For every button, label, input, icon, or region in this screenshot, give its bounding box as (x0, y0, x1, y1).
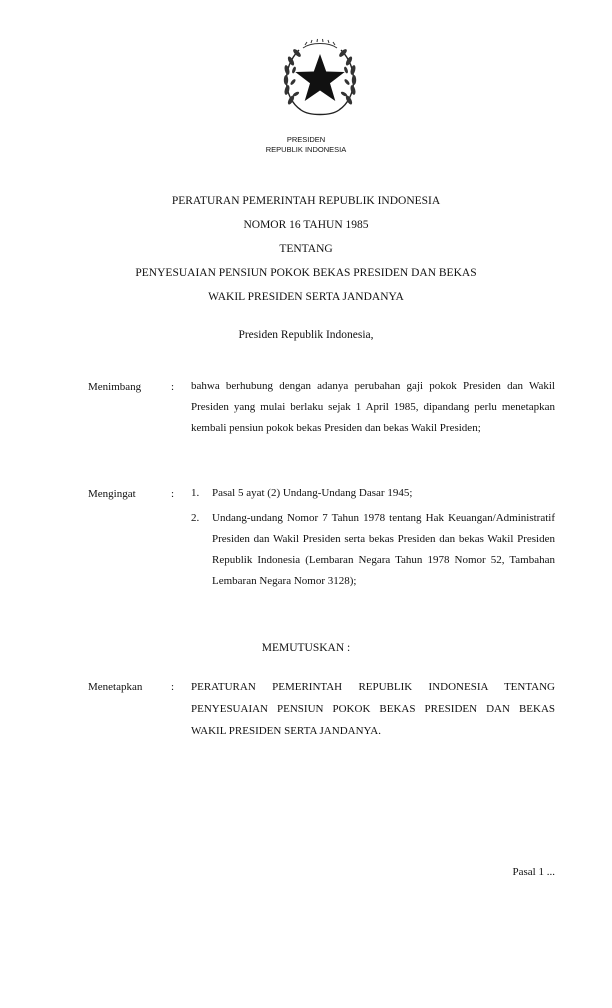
menetapkan-colon: : (171, 681, 175, 693)
title-line: PENYESUAIAN PENSIUN POKOK BEKAS PRESIDEN DAN BEKAS (135, 267, 477, 279)
menetapkan-text: PERATURAN PEMERINTAH REPUBLIK INDONESIA TENTANG PENYESUAIAN PENSIUN POKOK BEKAS PRESIDEN DAN BEKAS WAKIL PRESIDEN SERTA JANDANYA. (191, 681, 555, 737)
decision-heading: MEMUTUSKAN : (261, 642, 351, 654)
mengingat-colon: : (171, 488, 175, 500)
office-subtitle: REPUBLIK INDONESIA (265, 145, 347, 154)
menetapkan-label: Menetapkan (88, 681, 143, 693)
garuda-star-emblem-icon (279, 38, 361, 118)
regulation-title (0, 189, 612, 309)
mengingat-label: Mengingat (88, 488, 136, 500)
title-line: WAKIL PRESIDEN SERTA JANDANYA (208, 291, 404, 303)
greeting: Presiden Republik Indonesia, (238, 329, 374, 341)
menimbang-label: Menimbang (88, 381, 142, 393)
menimbang-colon: : (171, 381, 175, 393)
title-line: NOMOR 16 TAHUN 1985 (243, 219, 369, 231)
menimbang-text: bahwa berhubung dengan adanya perubahan gaji pokok Presiden dan Wakil Presiden yang mulai berlaku sejak 1 April 1985, dipandang perlu menetapkan kembali pensiun pokok bekas Presiden dan bekas Wakil Presiden; (191, 380, 555, 434)
list-item (191, 483, 555, 504)
title-line: TENTANG (279, 243, 333, 255)
title-line: PERATURAN PEMERINTAH REPUBLIK INDONESIA (171, 195, 441, 207)
list-item-text: Pasal 5 ayat (2) Undang-Undang Dasar 1945; (212, 487, 413, 499)
list-item-number: 1. (191, 487, 200, 499)
list-item-text: Undang-undang Nomor 7 Tahun 1978 tentang Hak Keuangan/Administratif Presiden dan Wakil Presiden serta bekas Presiden dan bekas Wakil Presiden Republik Indonesia (Lembaran Negara Tahun 1978 Nomor 52, Tambahan Lembaran Negara Nomor 3128); (212, 512, 555, 587)
list-item (191, 508, 555, 592)
next-page-marker: Pasal 1 ... (512, 866, 555, 878)
list-item-number: 2. (191, 512, 200, 524)
office-title: PRESIDEN (286, 135, 326, 144)
